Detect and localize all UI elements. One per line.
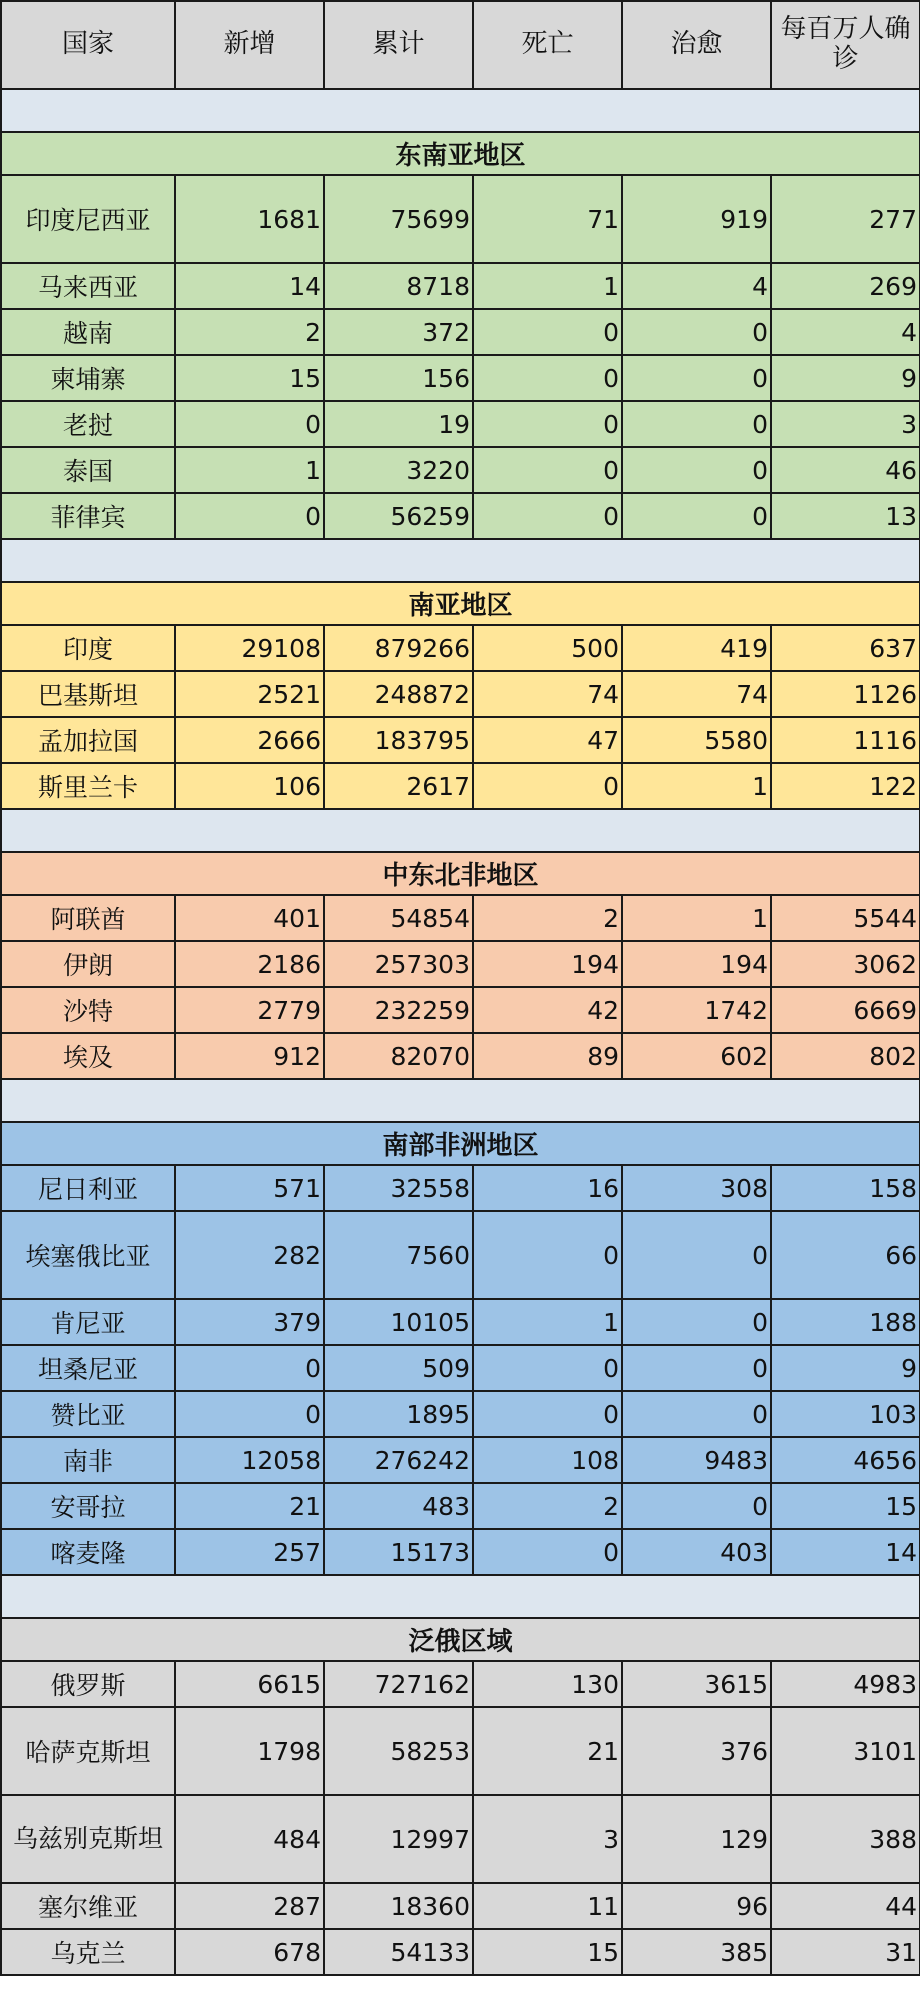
- cured-cell: 0: [622, 1299, 771, 1345]
- table-row: [1, 763, 920, 809]
- table-row: [1, 263, 920, 309]
- cured-cell: 0: [622, 1211, 771, 1299]
- header-cured: 治愈: [622, 1, 771, 89]
- table-row: [1, 1437, 920, 1483]
- total-cell: 483: [324, 1483, 473, 1529]
- table-row: [1, 1033, 920, 1079]
- deaths-cell: 2: [473, 895, 622, 941]
- new-cell: 106: [175, 763, 324, 809]
- per-million-cell: 122: [771, 763, 920, 809]
- country-cell: 孟加拉国: [1, 717, 175, 763]
- country-cell: 沙特: [1, 987, 175, 1033]
- deaths-cell: 15: [473, 1929, 622, 1975]
- country-cell: 越南: [1, 309, 175, 355]
- new-cell: 257: [175, 1529, 324, 1575]
- table-row: [1, 1883, 920, 1929]
- table-row: [1, 1165, 920, 1211]
- deaths-cell: 16: [473, 1165, 622, 1211]
- cured-cell: 0: [622, 1483, 771, 1529]
- new-cell: 0: [175, 1391, 324, 1437]
- deaths-cell: 0: [473, 447, 622, 493]
- total-cell: 248872: [324, 671, 473, 717]
- spacer-cell: [1, 1079, 920, 1122]
- region-header-row: [1, 132, 920, 175]
- per-million-cell: 6669: [771, 987, 920, 1033]
- new-cell: 2: [175, 309, 324, 355]
- deaths-cell: 0: [473, 493, 622, 539]
- cured-cell: 5580: [622, 717, 771, 763]
- country-cell: 乌兹别克斯坦: [1, 1795, 175, 1883]
- country-cell: 喀麦隆: [1, 1529, 175, 1575]
- cured-cell: 0: [622, 447, 771, 493]
- new-cell: 15: [175, 355, 324, 401]
- deaths-cell: 130: [473, 1661, 622, 1707]
- country-cell: 南非: [1, 1437, 175, 1483]
- new-cell: 29108: [175, 625, 324, 671]
- total-cell: 32558: [324, 1165, 473, 1211]
- per-million-cell: 103: [771, 1391, 920, 1437]
- cured-cell: 96: [622, 1883, 771, 1929]
- deaths-cell: 0: [473, 763, 622, 809]
- table-row: [1, 447, 920, 493]
- total-cell: 276242: [324, 1437, 473, 1483]
- spacer-row: [1, 539, 920, 582]
- total-cell: 257303: [324, 941, 473, 987]
- total-cell: 54133: [324, 1929, 473, 1975]
- table-row: [1, 1391, 920, 1437]
- region-header-row: [1, 1122, 920, 1165]
- new-cell: 0: [175, 401, 324, 447]
- total-cell: 82070: [324, 1033, 473, 1079]
- new-cell: 0: [175, 1345, 324, 1391]
- new-cell: 1681: [175, 175, 324, 263]
- per-million-cell: 188: [771, 1299, 920, 1345]
- cured-cell: 129: [622, 1795, 771, 1883]
- cured-cell: 419: [622, 625, 771, 671]
- new-cell: 2779: [175, 987, 324, 1033]
- new-cell: 2666: [175, 717, 324, 763]
- cured-cell: 0: [622, 355, 771, 401]
- cured-cell: 194: [622, 941, 771, 987]
- total-cell: 3220: [324, 447, 473, 493]
- cured-cell: 0: [622, 309, 771, 355]
- per-million-cell: 13: [771, 493, 920, 539]
- cured-cell: 602: [622, 1033, 771, 1079]
- total-cell: 509: [324, 1345, 473, 1391]
- table-row: [1, 1661, 920, 1707]
- deaths-cell: 108: [473, 1437, 622, 1483]
- country-cell: 伊朗: [1, 941, 175, 987]
- table-row: [1, 1483, 920, 1529]
- spacer-row: [1, 1079, 920, 1122]
- new-cell: 912: [175, 1033, 324, 1079]
- deaths-cell: 0: [473, 1529, 622, 1575]
- deaths-cell: 0: [473, 1345, 622, 1391]
- table-row: [1, 717, 920, 763]
- country-cell: 马来西亚: [1, 263, 175, 309]
- new-cell: 484: [175, 1795, 324, 1883]
- deaths-cell: 194: [473, 941, 622, 987]
- per-million-cell: 1126: [771, 671, 920, 717]
- region-title: 中东北非地区: [1, 852, 920, 895]
- per-million-cell: 637: [771, 625, 920, 671]
- region-header-row: [1, 582, 920, 625]
- table-row: [1, 175, 920, 263]
- new-cell: 12058: [175, 1437, 324, 1483]
- new-cell: 571: [175, 1165, 324, 1211]
- cured-cell: 376: [622, 1707, 771, 1795]
- header-deaths: 死亡: [473, 1, 622, 89]
- per-million-cell: 4656: [771, 1437, 920, 1483]
- region-header-row: [1, 852, 920, 895]
- table-row: [1, 493, 920, 539]
- deaths-cell: 47: [473, 717, 622, 763]
- deaths-cell: 3: [473, 1795, 622, 1883]
- table-body: [1, 89, 920, 1975]
- cured-cell: 4: [622, 263, 771, 309]
- table-row: [1, 401, 920, 447]
- per-million-cell: 802: [771, 1033, 920, 1079]
- table-row: [1, 941, 920, 987]
- total-cell: 75699: [324, 175, 473, 263]
- deaths-cell: 42: [473, 987, 622, 1033]
- deaths-cell: 0: [473, 1211, 622, 1299]
- total-cell: 10105: [324, 1299, 473, 1345]
- country-cell: 哈萨克斯坦: [1, 1707, 175, 1795]
- spacer-cell: [1, 89, 920, 132]
- per-million-cell: 269: [771, 263, 920, 309]
- new-cell: 287: [175, 1883, 324, 1929]
- deaths-cell: 1: [473, 263, 622, 309]
- country-cell: 尼日利亚: [1, 1165, 175, 1211]
- total-cell: 879266: [324, 625, 473, 671]
- total-cell: 1895: [324, 1391, 473, 1437]
- deaths-cell: 71: [473, 175, 622, 263]
- total-cell: 2617: [324, 763, 473, 809]
- table-row: [1, 309, 920, 355]
- new-cell: 14: [175, 263, 324, 309]
- table-row: [1, 671, 920, 717]
- total-cell: 7560: [324, 1211, 473, 1299]
- country-cell: 斯里兰卡: [1, 763, 175, 809]
- per-million-cell: 1116: [771, 717, 920, 763]
- table-row: [1, 1211, 920, 1299]
- table-row: [1, 1299, 920, 1345]
- per-million-cell: 277: [771, 175, 920, 263]
- header-row: [1, 1, 920, 89]
- deaths-cell: 74: [473, 671, 622, 717]
- per-million-cell: 4: [771, 309, 920, 355]
- per-million-cell: 46: [771, 447, 920, 493]
- country-cell: 乌克兰: [1, 1929, 175, 1975]
- country-cell: 俄罗斯: [1, 1661, 175, 1707]
- per-million-cell: 9: [771, 1345, 920, 1391]
- per-million-cell: 3101: [771, 1707, 920, 1795]
- cured-cell: 0: [622, 1391, 771, 1437]
- country-cell: 安哥拉: [1, 1483, 175, 1529]
- per-million-cell: 31: [771, 1929, 920, 1975]
- cured-cell: 1: [622, 895, 771, 941]
- new-cell: 379: [175, 1299, 324, 1345]
- deaths-cell: 0: [473, 1391, 622, 1437]
- new-cell: 21: [175, 1483, 324, 1529]
- table-row: [1, 987, 920, 1033]
- country-cell: 印度尼西亚: [1, 175, 175, 263]
- total-cell: 15173: [324, 1529, 473, 1575]
- per-million-cell: 388: [771, 1795, 920, 1883]
- new-cell: 2186: [175, 941, 324, 987]
- per-million-cell: 3: [771, 401, 920, 447]
- cured-cell: 9483: [622, 1437, 771, 1483]
- country-cell: 埃及: [1, 1033, 175, 1079]
- country-cell: 阿联酋: [1, 895, 175, 941]
- new-cell: 282: [175, 1211, 324, 1299]
- region-title: 南亚地区: [1, 582, 920, 625]
- table-row: [1, 625, 920, 671]
- country-cell: 柬埔寨: [1, 355, 175, 401]
- spacer-cell: [1, 1575, 920, 1618]
- deaths-cell: 1: [473, 1299, 622, 1345]
- country-cell: 塞尔维亚: [1, 1883, 175, 1929]
- cured-cell: 74: [622, 671, 771, 717]
- country-cell: 赞比亚: [1, 1391, 175, 1437]
- cured-cell: 308: [622, 1165, 771, 1211]
- new-cell: 6615: [175, 1661, 324, 1707]
- total-cell: 183795: [324, 717, 473, 763]
- per-million-cell: 3062: [771, 941, 920, 987]
- spacer-cell: [1, 809, 920, 852]
- header-new: 新增: [175, 1, 324, 89]
- country-cell: 巴基斯坦: [1, 671, 175, 717]
- country-cell: 泰国: [1, 447, 175, 493]
- cured-cell: 3615: [622, 1661, 771, 1707]
- new-cell: 1798: [175, 1707, 324, 1795]
- country-cell: 菲律宾: [1, 493, 175, 539]
- cured-cell: 919: [622, 175, 771, 263]
- region-title: 东南亚地区: [1, 132, 920, 175]
- spacer-row: [1, 89, 920, 132]
- per-million-cell: 4983: [771, 1661, 920, 1707]
- table-row: [1, 1707, 920, 1795]
- spacer-row: [1, 1575, 920, 1618]
- new-cell: 0: [175, 493, 324, 539]
- spacer-row: [1, 809, 920, 852]
- total-cell: 372: [324, 309, 473, 355]
- new-cell: 678: [175, 1929, 324, 1975]
- cured-cell: 0: [622, 401, 771, 447]
- new-cell: 2521: [175, 671, 324, 717]
- per-million-cell: 15: [771, 1483, 920, 1529]
- table-row: [1, 1929, 920, 1975]
- per-million-cell: 9: [771, 355, 920, 401]
- cured-cell: 0: [622, 1345, 771, 1391]
- total-cell: 54854: [324, 895, 473, 941]
- total-cell: 56259: [324, 493, 473, 539]
- country-cell: 坦桑尼亚: [1, 1345, 175, 1391]
- country-cell: 印度: [1, 625, 175, 671]
- cured-cell: 0: [622, 493, 771, 539]
- total-cell: 727162: [324, 1661, 473, 1707]
- table-row: [1, 1529, 920, 1575]
- per-million-cell: 44: [771, 1883, 920, 1929]
- deaths-cell: 0: [473, 401, 622, 447]
- cured-cell: 385: [622, 1929, 771, 1975]
- per-million-cell: 66: [771, 1211, 920, 1299]
- total-cell: 18360: [324, 1883, 473, 1929]
- region-title: 泛俄区域: [1, 1618, 920, 1661]
- total-cell: 8718: [324, 263, 473, 309]
- cured-cell: 1: [622, 763, 771, 809]
- total-cell: 156: [324, 355, 473, 401]
- deaths-cell: 0: [473, 309, 622, 355]
- per-million-cell: 158: [771, 1165, 920, 1211]
- spacer-cell: [1, 539, 920, 582]
- total-cell: 58253: [324, 1707, 473, 1795]
- new-cell: 401: [175, 895, 324, 941]
- table-row: [1, 355, 920, 401]
- deaths-cell: 89: [473, 1033, 622, 1079]
- country-cell: 老挝: [1, 401, 175, 447]
- header-country: 国家: [1, 1, 175, 89]
- deaths-cell: 21: [473, 1707, 622, 1795]
- table-row: [1, 1345, 920, 1391]
- per-million-cell: 5544: [771, 895, 920, 941]
- deaths-cell: 2: [473, 1483, 622, 1529]
- header-total: 累计: [324, 1, 473, 89]
- total-cell: 232259: [324, 987, 473, 1033]
- deaths-cell: 500: [473, 625, 622, 671]
- region-title: 南部非洲地区: [1, 1122, 920, 1165]
- new-cell: 1: [175, 447, 324, 493]
- deaths-cell: 11: [473, 1883, 622, 1929]
- cured-cell: 1742: [622, 987, 771, 1033]
- table-row: [1, 895, 920, 941]
- country-cell: 埃塞俄比亚: [1, 1211, 175, 1299]
- table-row: [1, 1795, 920, 1883]
- per-million-cell: 14: [771, 1529, 920, 1575]
- region-header-row: [1, 1618, 920, 1661]
- cured-cell: 403: [622, 1529, 771, 1575]
- deaths-cell: 0: [473, 355, 622, 401]
- header-per-million: 每百万人确诊: [771, 1, 920, 89]
- total-cell: 12997: [324, 1795, 473, 1883]
- total-cell: 19: [324, 401, 473, 447]
- country-cell: 肯尼亚: [1, 1299, 175, 1345]
